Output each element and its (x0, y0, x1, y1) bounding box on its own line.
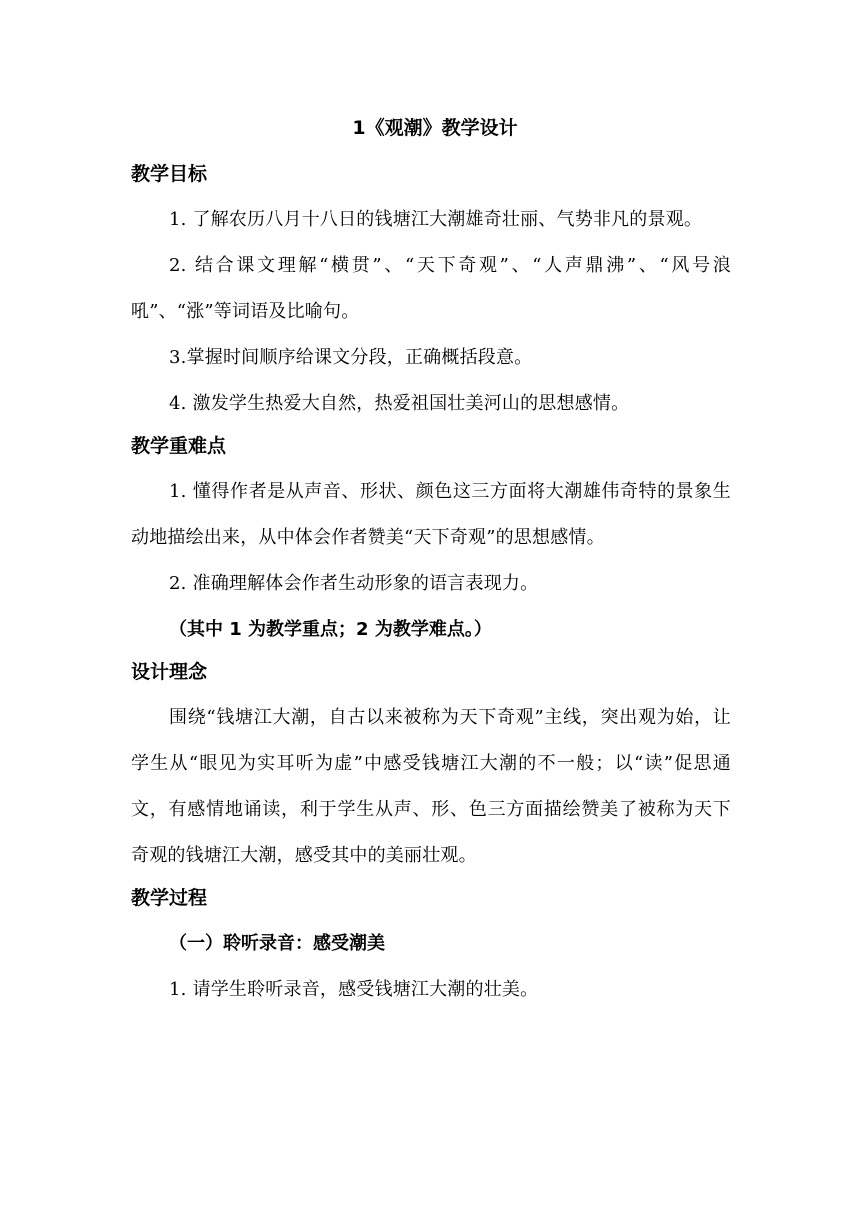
process-item-1: 1. 请学生聆听录音，感受钱塘江大潮的壮美。 (169, 979, 539, 1000)
process-list (131, 967, 731, 1013)
key-points-list (131, 469, 731, 607)
goals-list (131, 197, 731, 427)
section-heading-goals: 教学目标 (131, 163, 208, 185)
goal-item-4: 4. 激发学生热爱大自然，热爱祖国壮美河山的思想感情。 (169, 393, 630, 414)
goal-item-1: 1. 了解农历八月十八日的钱塘江大潮雄奇壮丽、气势非凡的景观。 (169, 209, 703, 230)
key-points-note: （其中 1 为教学重点；2 为教学难点。） (169, 619, 492, 640)
goal-item-3: 3.掌握时间顺序给课文分段，正确概括段意。 (169, 347, 533, 368)
section-heading-concept: 设计理念 (131, 661, 208, 683)
section-heading-key-points: 教学重难点 (131, 435, 227, 457)
concept-paragraph: 围绕“钱塘江大潮，自古以来被称为天下奇观”主线，突出观为始，让学生从“眼见为实耳听为虚”中感受钱塘江大潮的不一般；以“读”促思通文，有感情地诵读，利于学生从声、形、色三方面描绘赞美了被称为天下奇观的钱塘江大潮，感受其中的美丽壮观。 (131, 707, 731, 866)
process-subheading: （一）聆听录音：感受潮美 (169, 933, 385, 954)
goal-item-2: 2. 结合课文理解“横贯”、“天下奇观”、“人声鼎沸”、“风号浪吼”、“涨”等词语及比喻句。 (131, 255, 731, 322)
document-body (131, 112, 731, 1013)
key-point-item-1: 1. 懂得作者是从声音、形状、颜色这三方面将大潮雄伟奇特的景象生动地描绘出来，从中体会作者赞美“天下奇观”的思想感情。 (131, 481, 731, 548)
concept-block (131, 695, 731, 879)
section-heading-process: 教学过程 (131, 887, 208, 909)
key-point-item-2: 2. 准确理解体会作者生动形象的语言表现力。 (169, 573, 539, 594)
document-title: 1《观潮》教学设计 (352, 117, 518, 139)
